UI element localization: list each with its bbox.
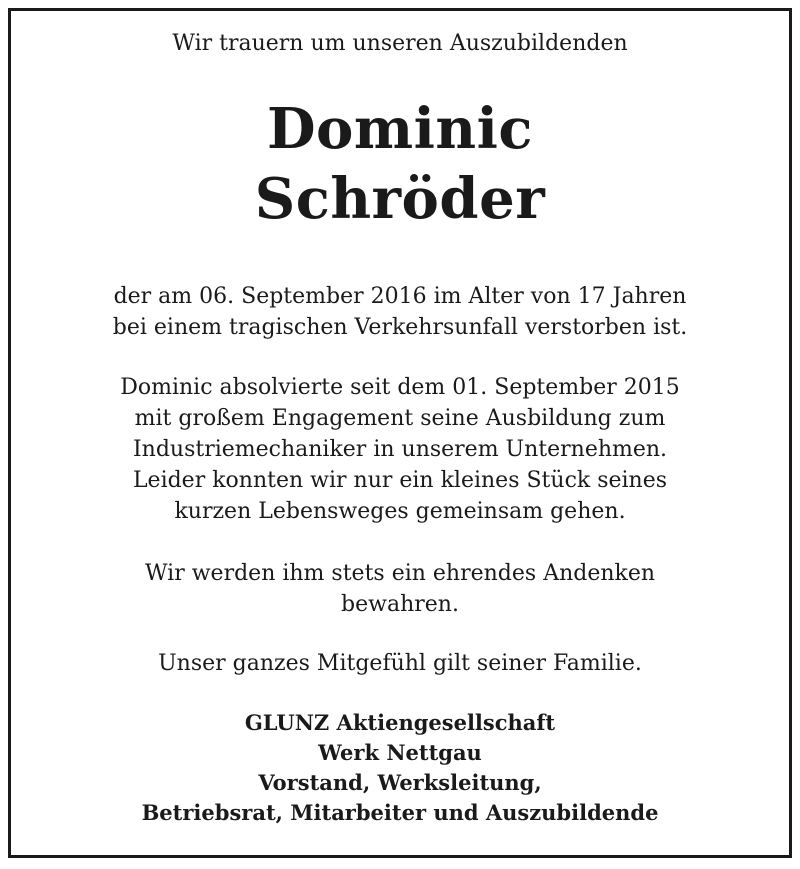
paragraph-line: Unser ganzes Mitgefühl gilt seiner Familie. [158,651,642,676]
paragraph-line: bei einem tragischen Verkehrsunfall verstorben ist. [112,315,688,340]
paragraph-condolence [0,648,800,679]
signoff-block [0,708,800,828]
paragraph-training [0,372,800,527]
paragraph-line: kurzen Lebensweges gemeinsam gehen. [174,499,626,524]
paragraph-remembrance [0,558,800,620]
paragraph-line: Wir werden ihm stets ein ehrendes Andenken [144,561,656,586]
paragraph-line: Dominic absolvierte seit dem 01. September 2015 [120,375,680,400]
paragraph-line: bewahren. [341,592,459,617]
last-name: Schröder [254,166,546,232]
first-name: Dominic [266,96,534,162]
paragraph-line: Leider konnten wir nur ein kleines Stück seines [132,468,668,493]
paragraph-death-details [0,281,800,343]
deceased-name [0,94,800,234]
plant-name: Werk Nettgau [318,740,482,765]
paragraph-line: der am 06. September 2016 im Alter von 17 Jahren [113,284,687,309]
signatories-line: Betriebsrat, Mitarbeiter und Auszubildende [141,800,659,825]
signatories-line: Vorstand, Werksleitung, [258,770,542,795]
company-name: GLUNZ Aktiengesellschaft [244,710,556,735]
intro-line: Wir trauern um unseren Auszubildenden [172,31,628,56]
paragraph-line: Industriemechaniker in unserem Unternehmen. [132,437,668,462]
paragraph-line: mit großem Engagement seine Ausbildung zum [134,406,666,431]
